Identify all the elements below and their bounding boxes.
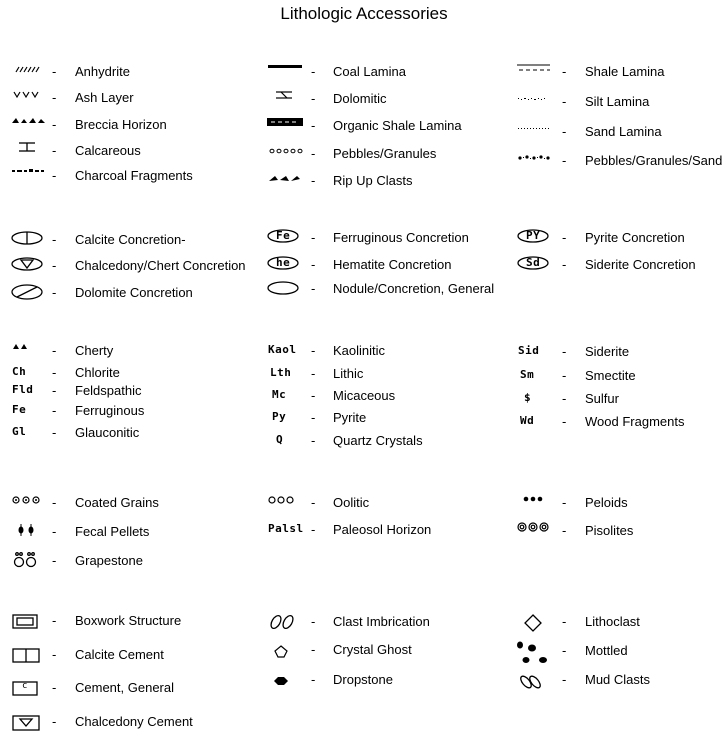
organic-shale-lamina-icon (266, 116, 306, 136)
mud-clasts-icon (516, 670, 556, 690)
pebbles-granules-icon (266, 144, 306, 164)
pyrite-icon: Py (272, 410, 287, 423)
dolomite-concretion-icon (10, 283, 50, 303)
mottled-icon (516, 641, 556, 661)
coated-grains-icon (10, 493, 50, 513)
kaolinitic-icon: Kaol (268, 343, 297, 356)
silt-lamina-icon (516, 92, 556, 112)
chlorite-icon: Ch (12, 365, 27, 378)
coal-lamina-icon (266, 62, 306, 82)
nodule-concretion-icon (266, 279, 306, 299)
pebbles-granules-sand-icon (516, 151, 556, 171)
crystal-ghost-icon (266, 640, 306, 660)
boxwork-structure-icon (10, 611, 50, 631)
page-title: Lithologic Accessories (280, 4, 448, 23)
pyrite-concretion-icon: PY (516, 228, 556, 248)
breccia-horizon-icon (10, 115, 50, 135)
glauconitic-icon: Gl (12, 425, 27, 438)
chalcedony-cement-icon (10, 712, 50, 732)
feldspathic-icon: Fld (12, 383, 34, 396)
peloids-icon (516, 493, 556, 513)
quartz-crystals-icon: Q (276, 433, 284, 446)
sulfur-icon: $ (524, 391, 532, 404)
fecal-pellets-icon (10, 522, 50, 542)
shale-lamina-icon (516, 62, 556, 82)
sand-lamina-icon (516, 122, 556, 142)
charcoal-fragments-icon (10, 166, 50, 186)
lithic-icon: Lth (270, 366, 292, 379)
oolitic-icon (266, 493, 306, 513)
grapestone-icon (10, 551, 50, 571)
anhydrite-icon (10, 62, 50, 82)
dolomitic-icon (266, 89, 306, 109)
lithoclast-icon (516, 612, 556, 632)
hematite-concretion-icon: he (266, 255, 306, 275)
ash-layer-icon (10, 88, 50, 108)
smectite-icon: Sm (520, 368, 535, 381)
dropstone-icon (266, 670, 306, 690)
clast-imbrication-icon (266, 612, 306, 632)
rip-up-clasts-icon (266, 171, 306, 191)
calcite-cement-icon (10, 645, 50, 665)
micaceous-icon: Mc (272, 388, 287, 401)
cement-general-icon: c (10, 678, 50, 698)
ferruginous-concretion-icon: Fe (266, 228, 306, 248)
calcareous-icon (10, 141, 50, 161)
chalcedony-chert-concretion-icon (10, 256, 50, 276)
pisolites-icon (516, 521, 556, 541)
cherty-icon (10, 341, 50, 361)
paleosol-horizon-icon: Palsl (268, 522, 304, 535)
siderite-concretion-icon: Sd (516, 255, 556, 275)
siderite-icon: Sid (518, 344, 540, 357)
calcite-concretion-icon (10, 230, 50, 250)
ferruginous-icon: Fe (12, 403, 27, 416)
wood-fragments-icon: Wd (520, 414, 535, 427)
